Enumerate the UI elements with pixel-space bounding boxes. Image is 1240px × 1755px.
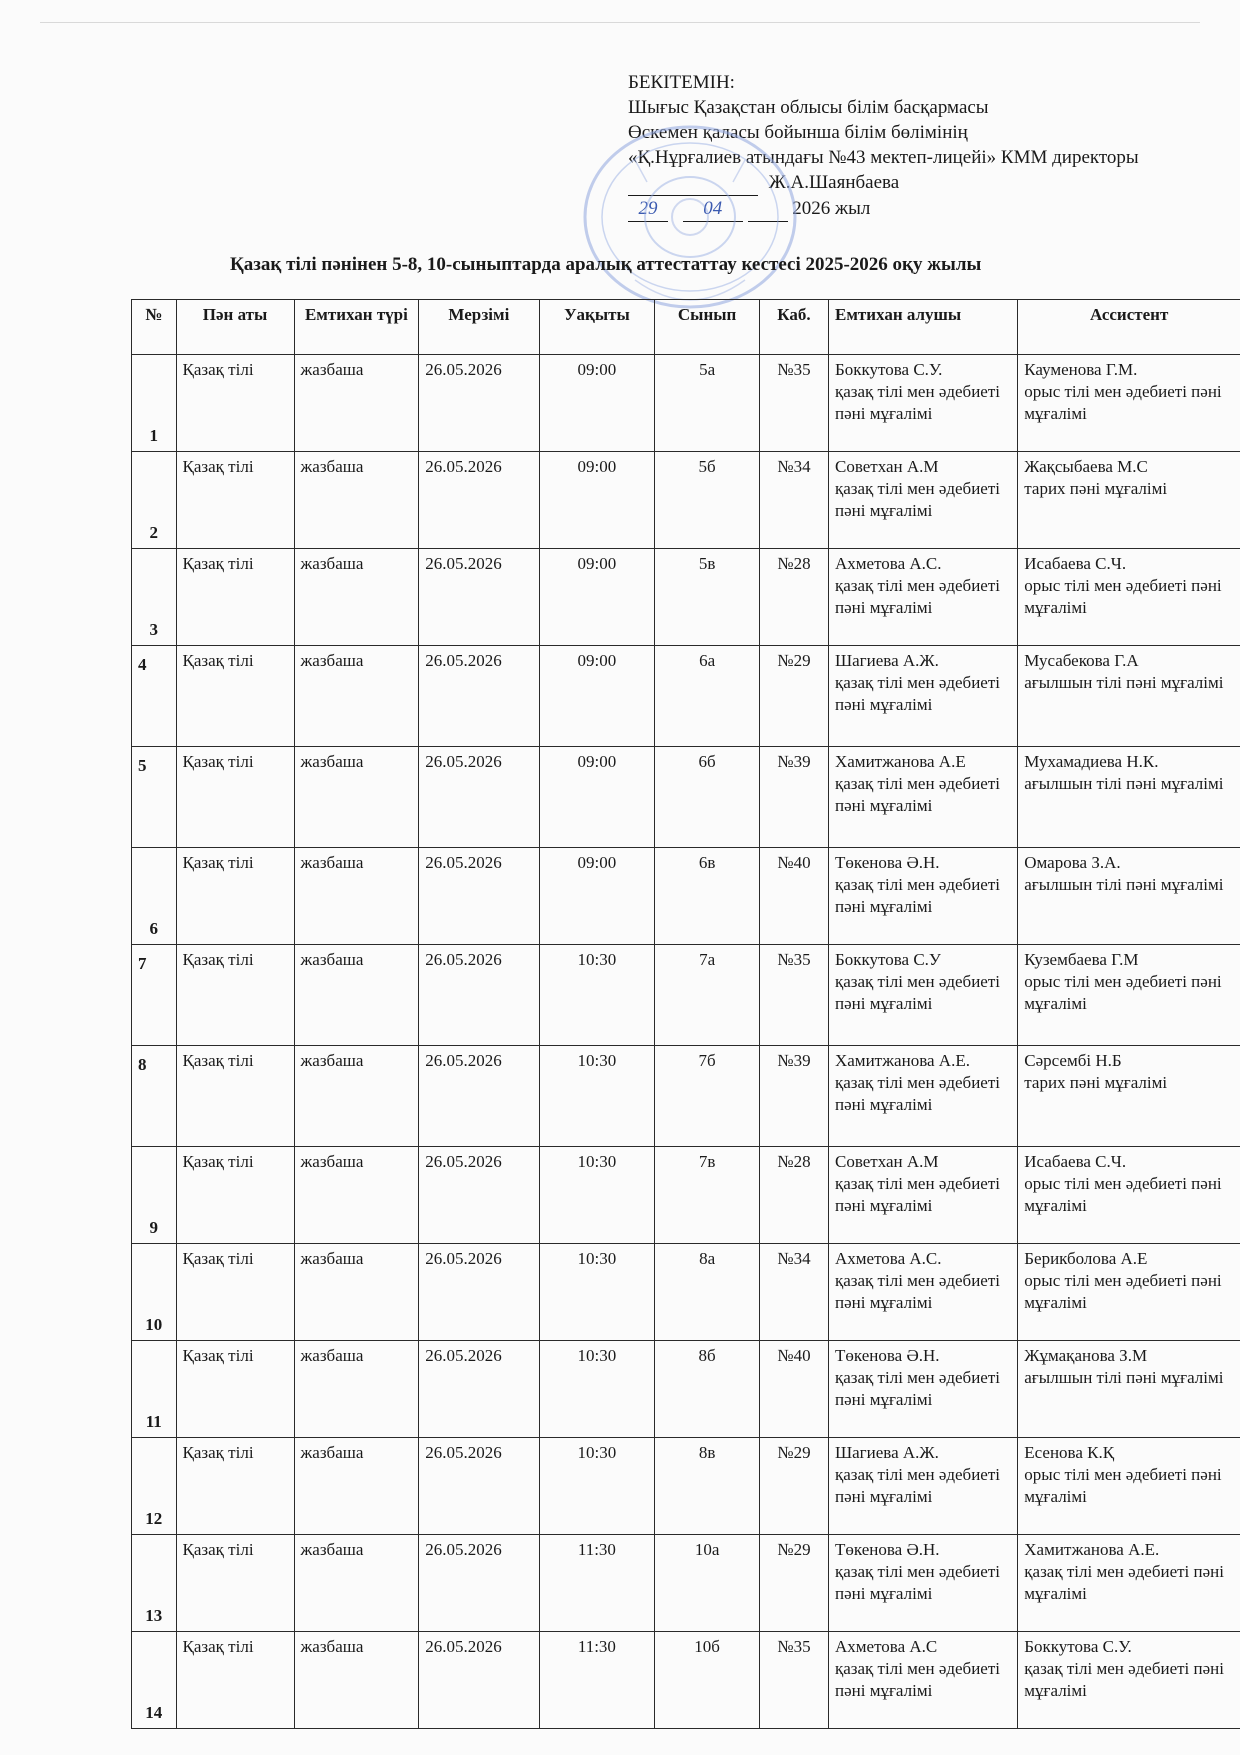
- assistant-cell: [1018, 1147, 1240, 1244]
- date-cell: 26.05.2026: [419, 355, 539, 452]
- time-cell: 10:30: [539, 1341, 655, 1438]
- assistant-role: орыс тілі мен әдебиеті пәні мұғалімі: [1024, 1465, 1222, 1506]
- row-number: 7: [132, 945, 177, 1046]
- director-name: Ж.А.Шаянбаева: [768, 172, 900, 193]
- assistant-role: ағылшын тілі пәні мұғалімі: [1024, 1368, 1224, 1387]
- table-row: [132, 1046, 1240, 1147]
- column-header: Мерзімі: [419, 300, 539, 355]
- examiner-role: қазақ тілі мен әдебиеті пәні мұғалімі: [834, 479, 1001, 520]
- examiner-role: қазақ тілі мен әдебиеті пәні мұғалімі: [834, 1174, 1001, 1215]
- class-cell: 5в: [655, 549, 760, 646]
- assistant-name: Исабаева С.Ч.: [1024, 554, 1127, 573]
- assistant-role: қазақ тілі мен әдебиеті пәні мұғалімі: [1024, 1659, 1224, 1700]
- examiner-name: Төкенова Ә.Н.: [834, 1540, 940, 1559]
- examiner-role: қазақ тілі мен әдебиеті пәні мұғалімі: [834, 1271, 1001, 1312]
- class-cell: 6а: [655, 646, 760, 747]
- row-number: 12: [132, 1438, 177, 1535]
- table-row: [132, 452, 1240, 549]
- row-number: 10: [132, 1244, 177, 1341]
- room-cell: №29: [759, 1535, 828, 1632]
- subject-cell: Қазақ тілі: [176, 1244, 294, 1341]
- assistant-role: қазақ тілі мен әдебиеті пәні мұғалімі: [1024, 1562, 1224, 1603]
- date-cell: 26.05.2026: [419, 549, 539, 646]
- examiner-role: қазақ тілі мен әдебиеті пәні мұғалімі: [834, 1465, 1001, 1506]
- exam-type-cell: жазбаша: [294, 747, 419, 848]
- table-row: [132, 945, 1240, 1046]
- assistant-cell: [1018, 848, 1240, 945]
- table-header-row: [132, 300, 1240, 355]
- approval-heading: БЕКІТЕМІН:: [628, 72, 735, 93]
- row-number: 14: [132, 1632, 177, 1729]
- time-cell: 11:30: [539, 1535, 655, 1632]
- table-row: [132, 1632, 1240, 1729]
- column-header: №: [132, 300, 177, 355]
- class-cell: 6в: [655, 848, 760, 945]
- class-cell: 7а: [655, 945, 760, 1046]
- assistant-cell: [1018, 945, 1240, 1046]
- class-cell: 7в: [655, 1147, 760, 1244]
- examiner-role: қазақ тілі мен әдебиеті пәні мұғалімі: [834, 382, 1001, 423]
- date-cell: 26.05.2026: [419, 646, 539, 747]
- room-cell: №28: [759, 549, 828, 646]
- assistant-cell: [1018, 355, 1240, 452]
- subject-cell: Қазақ тілі: [176, 747, 294, 848]
- assistant-name: Есенова К.Қ: [1024, 1443, 1115, 1462]
- column-header: Уақыты: [539, 300, 655, 355]
- room-cell: №40: [759, 848, 828, 945]
- class-cell: 5б: [655, 452, 760, 549]
- exam-type-cell: жазбаша: [294, 355, 419, 452]
- exam-type-cell: жазбаша: [294, 1632, 419, 1729]
- assistant-name: Хамитжанова А.Е.: [1024, 1540, 1160, 1559]
- room-cell: №40: [759, 1341, 828, 1438]
- assistant-name: Берикболова А.Е: [1024, 1249, 1148, 1268]
- assistant-cell: [1018, 1046, 1240, 1147]
- examiner-cell: [828, 747, 1017, 848]
- examiner-role: қазақ тілі мен әдебиеті пәні мұғалімі: [834, 1562, 1001, 1603]
- schedule-table: [131, 299, 1240, 1729]
- table-row: [132, 1535, 1240, 1632]
- time-cell: 10:30: [539, 1438, 655, 1535]
- row-number: 13: [132, 1535, 177, 1632]
- examiner-name: Төкенова Ә.Н.: [834, 1346, 940, 1365]
- assistant-name: Исабаева С.Ч.: [1024, 1152, 1127, 1171]
- exam-type-cell: жазбаша: [294, 1341, 419, 1438]
- row-number: 1: [132, 355, 177, 452]
- approval-line-3: «Қ.Нұрғалиев атындағы №43 мектеп-лицейі» КММ директоры: [628, 147, 1139, 168]
- row-number: 3: [132, 549, 177, 646]
- examiner-name: Ахметова А.С: [834, 1637, 938, 1656]
- year-suffix: 2026 жыл: [792, 198, 871, 219]
- time-cell: 10:30: [539, 1046, 655, 1147]
- table-row: [132, 747, 1240, 848]
- examiner-name: Советхан А.М: [834, 457, 939, 476]
- assistant-role: орыс тілі мен әдебиеті пәні мұғалімі: [1024, 1271, 1222, 1312]
- assistant-cell: [1018, 452, 1240, 549]
- class-cell: 8б: [655, 1341, 760, 1438]
- assistant-name: Сәрсембі Н.Б: [1024, 1051, 1122, 1070]
- subject-cell: Қазақ тілі: [176, 549, 294, 646]
- table-row: [132, 1438, 1240, 1535]
- assistant-name: Кузембаева Г.М: [1024, 950, 1139, 969]
- assistant-name: Жақсыбаева М.С: [1024, 457, 1148, 476]
- assistant-cell: [1018, 1244, 1240, 1341]
- room-cell: №35: [759, 355, 828, 452]
- subject-cell: Қазақ тілі: [176, 1438, 294, 1535]
- date-cell: 26.05.2026: [419, 1438, 539, 1535]
- examiner-cell: [828, 452, 1017, 549]
- class-cell: 6б: [655, 747, 760, 848]
- examiner-role: қазақ тілі мен әдебиеті пәні мұғалімі: [834, 972, 1001, 1013]
- examiner-name: Ахметова А.С.: [834, 554, 942, 573]
- assistant-cell: [1018, 646, 1240, 747]
- assistant-cell: [1018, 1535, 1240, 1632]
- time-cell: 09:00: [539, 646, 655, 747]
- room-cell: №29: [759, 1438, 828, 1535]
- examiner-cell: [828, 1438, 1017, 1535]
- column-header: Емтихан түрі: [294, 300, 419, 355]
- assistant-role: ағылшын тілі пәні мұғалімі: [1024, 774, 1224, 793]
- examiner-name: Боккутова С.У: [834, 950, 941, 969]
- examiner-name: Шагиева А.Ж.: [834, 1443, 939, 1462]
- row-number: 11: [132, 1341, 177, 1438]
- examiner-role: қазақ тілі мен әдебиеті пәні мұғалімі: [834, 774, 1001, 815]
- column-header: Емтихан алушы: [828, 300, 1017, 355]
- examiner-role: қазақ тілі мен әдебиеті пәні мұғалімі: [834, 1659, 1001, 1700]
- subject-cell: Қазақ тілі: [176, 1147, 294, 1244]
- time-cell: 09:00: [539, 549, 655, 646]
- exam-type-cell: жазбаша: [294, 1147, 419, 1244]
- assistant-role: ағылшын тілі пәні мұғалімі: [1024, 673, 1224, 692]
- time-cell: 09:00: [539, 747, 655, 848]
- examiner-cell: [828, 1341, 1017, 1438]
- subject-cell: Қазақ тілі: [176, 1341, 294, 1438]
- time-cell: 10:30: [539, 945, 655, 1046]
- room-cell: №34: [759, 1244, 828, 1341]
- time-cell: 11:30: [539, 1632, 655, 1729]
- room-cell: №39: [759, 747, 828, 848]
- class-cell: 10а: [655, 1535, 760, 1632]
- examiner-name: Төкенова Ә.Н.: [834, 853, 940, 872]
- room-cell: №35: [759, 1632, 828, 1729]
- examiner-name: Советхан А.М: [834, 1152, 939, 1171]
- room-cell: №34: [759, 452, 828, 549]
- assistant-cell: [1018, 1632, 1240, 1729]
- examiner-cell: [828, 1632, 1017, 1729]
- examiner-name: Хамитжанова А.Е: [834, 752, 966, 771]
- assistant-name: Омарова З.А.: [1024, 853, 1121, 872]
- assistant-name: Жұмақанова З.М: [1024, 1346, 1148, 1365]
- exam-type-cell: жазбаша: [294, 848, 419, 945]
- subject-cell: Қазақ тілі: [176, 452, 294, 549]
- assistant-cell: [1018, 549, 1240, 646]
- assistant-name: Мухамадиева Н.К.: [1024, 752, 1159, 771]
- examiner-role: қазақ тілі мен әдебиеті пәні мұғалімі: [834, 673, 1001, 714]
- class-cell: 8в: [655, 1438, 760, 1535]
- class-cell: 7б: [655, 1046, 760, 1147]
- subject-cell: Қазақ тілі: [176, 1535, 294, 1632]
- column-header: Ассистент: [1018, 300, 1240, 355]
- table-row: [132, 355, 1240, 452]
- assistant-cell: [1018, 1341, 1240, 1438]
- exam-type-cell: жазбаша: [294, 945, 419, 1046]
- examiner-role: қазақ тілі мен әдебиеті пәні мұғалімі: [834, 576, 1001, 617]
- exam-type-cell: жазбаша: [294, 452, 419, 549]
- exam-type-cell: жазбаша: [294, 1046, 419, 1147]
- subject-cell: Қазақ тілі: [176, 1632, 294, 1729]
- table-row: [132, 1244, 1240, 1341]
- exam-type-cell: жазбаша: [294, 1535, 419, 1632]
- exam-type-cell: жазбаша: [294, 646, 419, 747]
- examiner-role: қазақ тілі мен әдебиеті пәні мұғалімі: [834, 1073, 1001, 1114]
- row-number: 6: [132, 848, 177, 945]
- room-cell: №35: [759, 945, 828, 1046]
- examiner-cell: [828, 1244, 1017, 1341]
- top-rule: [40, 22, 1200, 23]
- column-header: Каб.: [759, 300, 828, 355]
- date-cell: 26.05.2026: [419, 1244, 539, 1341]
- examiner-name: Боккутова С.У.: [834, 360, 943, 379]
- table-row: [132, 549, 1240, 646]
- subject-cell: Қазақ тілі: [176, 646, 294, 747]
- table-row: [132, 1341, 1240, 1438]
- assistant-role: орыс тілі мен әдебиеті пәні мұғалімі: [1024, 1174, 1222, 1215]
- time-cell: 09:00: [539, 452, 655, 549]
- column-header: Сынып: [655, 300, 760, 355]
- approval-line-2: Өскемен қаласы бойынша білім бөлімінің: [628, 122, 968, 143]
- row-number: 2: [132, 452, 177, 549]
- assistant-name: Мусабекова Г.А: [1024, 651, 1139, 670]
- examiner-cell: [828, 646, 1017, 747]
- subject-cell: Қазақ тілі: [176, 355, 294, 452]
- date-cell: 26.05.2026: [419, 1341, 539, 1438]
- row-number: 4: [132, 646, 177, 747]
- class-cell: 8а: [655, 1244, 760, 1341]
- exam-type-cell: жазбаша: [294, 549, 419, 646]
- room-cell: №29: [759, 646, 828, 747]
- assistant-role: орыс тілі мен әдебиеті пәні мұғалімі: [1024, 576, 1222, 617]
- date-cell: 26.05.2026: [419, 1535, 539, 1632]
- examiner-name: Шагиева А.Ж.: [834, 651, 939, 670]
- examiner-cell: [828, 945, 1017, 1046]
- assistant-cell: [1018, 747, 1240, 848]
- date-cell: 26.05.2026: [419, 1632, 539, 1729]
- table-row: [132, 848, 1240, 945]
- assistant-name: Боккутова С.У.: [1024, 1637, 1132, 1656]
- table-row: [132, 1147, 1240, 1244]
- examiner-cell: [828, 1046, 1017, 1147]
- class-cell: 5а: [655, 355, 760, 452]
- assistant-role: тарих пәні мұғалімі: [1024, 1073, 1168, 1092]
- time-cell: 10:30: [539, 1244, 655, 1341]
- examiner-role: қазақ тілі мен әдебиеті пәні мұғалімі: [834, 875, 1001, 916]
- examiner-name: Ахметова А.С.: [834, 1249, 942, 1268]
- time-cell: 09:00: [539, 848, 655, 945]
- assistant-role: тарих пәні мұғалімі: [1024, 479, 1168, 498]
- row-number: 9: [132, 1147, 177, 1244]
- examiner-cell: [828, 1147, 1017, 1244]
- examiner-cell: [828, 549, 1017, 646]
- time-cell: 10:30: [539, 1147, 655, 1244]
- date-cell: 26.05.2026: [419, 945, 539, 1046]
- sign-month: 04: [683, 196, 743, 222]
- date-cell: 26.05.2026: [419, 452, 539, 549]
- assistant-name: Кауменова Г.М.: [1024, 360, 1138, 379]
- assistant-cell: [1018, 1438, 1240, 1535]
- table-row: [132, 646, 1240, 747]
- examiner-cell: [828, 848, 1017, 945]
- official-stamp-icon: [575, 120, 805, 315]
- class-cell: 10б: [655, 1632, 760, 1729]
- column-header: Пән аты: [176, 300, 294, 355]
- date-cell: 26.05.2026: [419, 747, 539, 848]
- examiner-cell: [828, 355, 1017, 452]
- date-cell: 26.05.2026: [419, 1147, 539, 1244]
- examiner-name: Хамитжанова А.Е.: [834, 1051, 970, 1070]
- exam-type-cell: жазбаша: [294, 1244, 419, 1341]
- subject-cell: Қазақ тілі: [176, 848, 294, 945]
- examiner-role: қазақ тілі мен әдебиеті пәні мұғалімі: [834, 1368, 1001, 1409]
- assistant-role: ағылшын тілі пәні мұғалімі: [1024, 875, 1224, 894]
- row-number: 5: [132, 747, 177, 848]
- date-cell: 26.05.2026: [419, 1046, 539, 1147]
- room-cell: №28: [759, 1147, 828, 1244]
- row-number: 8: [132, 1046, 177, 1147]
- document-title: Қазақ тілі пәнінен 5-8, 10-сыныптарда аралық аттестаттау кестесі 2025-2026 оқу жылы: [230, 254, 982, 275]
- approval-line-1: Шығыс Қазақстан облысы білім басқармасы: [628, 97, 989, 118]
- room-cell: №39: [759, 1046, 828, 1147]
- assistant-role: орыс тілі мен әдебиеті пәні мұғалімі: [1024, 382, 1222, 423]
- date-cell: 26.05.2026: [419, 848, 539, 945]
- time-cell: 09:00: [539, 355, 655, 452]
- examiner-cell: [828, 1535, 1017, 1632]
- sign-day: 29: [628, 196, 668, 222]
- exam-type-cell: жазбаша: [294, 1438, 419, 1535]
- subject-cell: Қазақ тілі: [176, 1046, 294, 1147]
- subject-cell: Қазақ тілі: [176, 945, 294, 1046]
- assistant-role: орыс тілі мен әдебиеті пәні мұғалімі: [1024, 972, 1222, 1013]
